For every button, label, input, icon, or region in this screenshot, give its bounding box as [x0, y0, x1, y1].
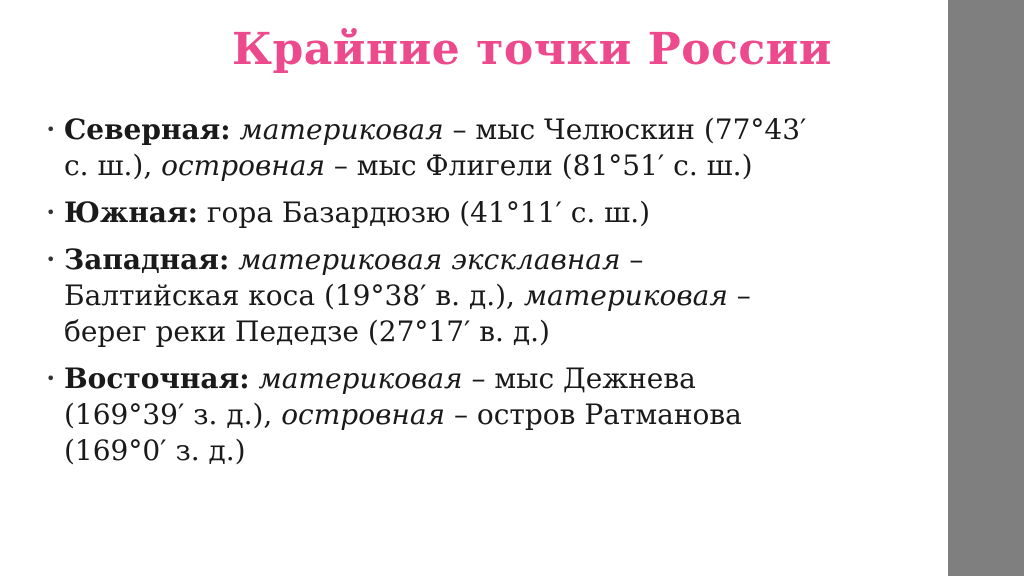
item-text: гора Базардюзю (41°11′ с. ш.): [206, 196, 651, 229]
list-item: [44, 361, 874, 469]
item-heading: Западная:: [64, 243, 230, 276]
bullet-icon: [46, 112, 55, 148]
list-item: [44, 112, 874, 184]
item-italic-text: материковая: [258, 362, 463, 395]
item-italic-text: материковая: [523, 279, 728, 312]
item-heading: Северная:: [64, 113, 231, 146]
item-text: (169°0′ з. д.): [64, 434, 246, 467]
bullet-icon: [46, 195, 55, 231]
item-italic-text: островная: [281, 398, 446, 431]
item-text: – мыс Флигели (81°51′ с. ш.): [324, 149, 753, 182]
item-italic-text: материковая: [239, 113, 444, 146]
bullet-list: [44, 112, 874, 480]
item-text: – мыс Челюскин (77°43′: [443, 113, 807, 146]
item-text: берег реки Педедзе (27°17′ в. д.): [64, 315, 550, 348]
item-heading: Южная:: [64, 196, 198, 229]
item-text: –: [727, 279, 751, 312]
bullet-icon: [46, 361, 55, 397]
item-text: – мыс Дежнева: [462, 362, 696, 395]
list-item: [44, 195, 874, 231]
item-italic-text: материковая эксклавная: [238, 243, 621, 276]
item-heading: Восточная:: [64, 362, 250, 395]
bullet-icon: [46, 242, 55, 278]
item-italic-text: островная: [161, 149, 325, 182]
item-text: (169°39′ з. д.),: [64, 398, 282, 431]
slide-title: Крайние точки России: [232, 24, 832, 75]
list-item: [44, 242, 874, 350]
item-text: Балтийская коса (19°38′ в. д.),: [64, 279, 524, 312]
item-text: с. ш.),: [64, 149, 162, 182]
item-text: –: [620, 243, 644, 276]
item-text: – остров Ратманова: [445, 398, 742, 431]
right-sidebar-bar: [948, 0, 1024, 576]
